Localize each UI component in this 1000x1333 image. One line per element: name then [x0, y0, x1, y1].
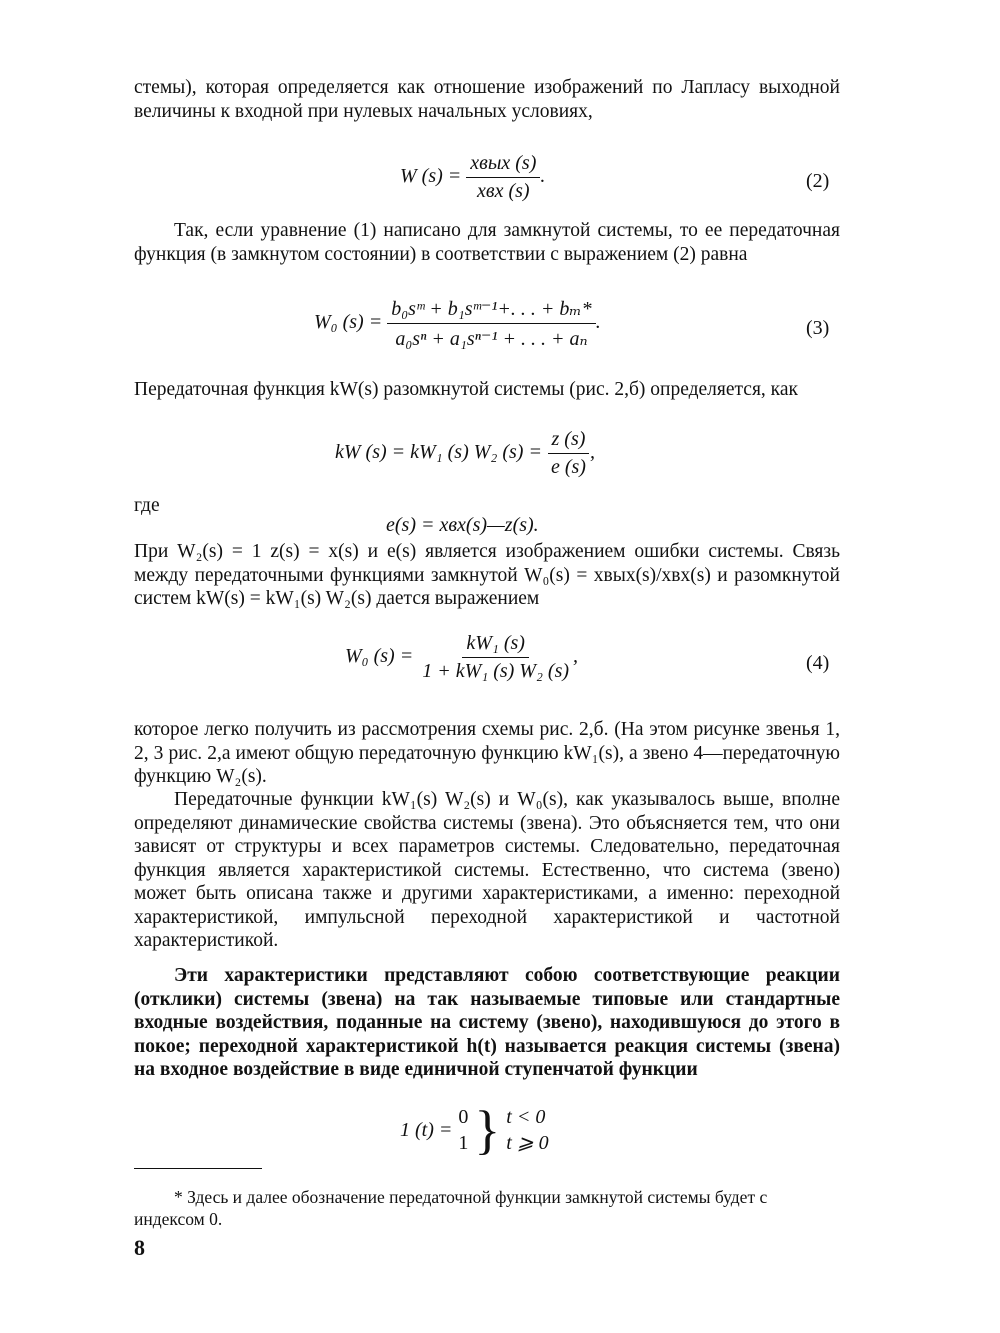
equation-3 — [314, 296, 601, 351]
paragraph-open-loop: Передаточная функция kW(s) разомкнутой системы (рис. 2,б) определяется, как — [134, 379, 798, 400]
paragraph-where: где — [134, 495, 160, 516]
equation-error: e(s) = xвх(s)—z(s). — [386, 514, 539, 536]
paragraph-error-relation: При W₂(s) = 1 z(s) = x(s) и e(s) является изображением ошибки системы. Связь между передаточными функциями замкнутой W₀(s) = xвых(s)/xвх(s) и разомкнутой систем kW(s) = kW₁(s) W₂(s) дается выражением — [134, 541, 840, 609]
eq2-lhs: W (s) = — [400, 165, 462, 188]
eq4-lhs: W₀ (s) = — [345, 645, 414, 668]
eq2-denominator: xвх (s) — [477, 180, 530, 202]
eq3-fraction — [387, 296, 595, 351]
footnote: * Здесь и далее обозначение передаточной функции замкнутой системы будет с индексом 0. — [134, 1187, 768, 1229]
paragraph-step-response: Эти характеристики представляют собою соответствующие реакции (отклики) системы (звена) на так называемые типовые или стандартные входные воздействия, поданные на систему (звено), находившуюся до этого в покое; переходной характеристикой h(t) называется реакция системы (звена) на входное воздействие в виде единичной ступенчатой функции — [134, 965, 840, 1080]
page-number: 8 — [134, 1235, 145, 1260]
eq4-tail: , — [573, 645, 579, 668]
equation-3-label: (3) — [806, 317, 830, 339]
paragraph-figure-reference: которое легко получить из рассмотрения схемы рис. 2,б. (На этом рисунке звенья 1, 2, 3 рис. 2,а имеют общую передаточную функцию kW₁(s), а звено 4—передаточную функцию W₂(s). — [134, 719, 840, 787]
eq4-denominator: 1 + kW₁ (s) W₂ (s) — [422, 660, 570, 682]
equation-2 — [400, 152, 545, 203]
step-lhs: 1 (t) = — [400, 1118, 453, 1141]
eq3-numerator: b₀sᵐ + b₁sᵐ⁻¹+. . . + bₘ* — [387, 296, 595, 324]
eq3-lhs: W₀ (s) = — [314, 311, 383, 334]
step-value-1: 1 — [458, 1132, 469, 1154]
eqk-numerator: z (s) — [548, 428, 590, 454]
eq2-numerator: xвых (s) — [466, 152, 540, 178]
eq3-denominator: a₀sⁿ + a₁sⁿ⁻¹ + . . . + aₙ — [395, 328, 588, 350]
step-value-0: 0 — [458, 1106, 469, 1128]
eqk-tail: , — [589, 441, 595, 464]
step-condition-0: t < 0 — [506, 1106, 546, 1128]
right-brace-icon: } — [474, 1100, 501, 1160]
eqk-denominator: e (s) — [550, 456, 586, 478]
eqk-fraction — [547, 428, 590, 479]
step-condition-1: t ⩾ 0 — [506, 1132, 549, 1154]
paragraph-transfer-definition: стемы), которая определяется как отношение изображений по Лапласу выходной величины к входной при нулевых начальных условиях, — [134, 77, 840, 122]
equation-open-loop — [335, 428, 595, 479]
eqk-lhs: kW (s) = kW₁ (s) W₂ (s) = — [335, 441, 542, 464]
equation-2-label: (2) — [806, 170, 830, 192]
eq2-tail: . — [540, 165, 546, 188]
eq4-fraction — [418, 632, 573, 683]
paragraph-characteristics: Передаточные функции kW₁(s) W₂(s) и W₀(s), как указывалось выше, вполне определяют динамические свойства системы (звена). Это объясняется тем, что они зависят от структуры и всех параметров системы. Следовательно, передаточная функция является характеристикой системы. Естественно, что система (звено) может быть описана также и другими характеристиками, а именно: переходной характеристикой, импульсной переходной характеристикой и частотной характеристикой. — [134, 789, 840, 951]
eq3-tail: . — [595, 311, 601, 334]
equation-4-label: (4) — [806, 652, 830, 674]
eq4-numerator: kW₁ (s) — [462, 632, 529, 658]
eq2-fraction — [466, 152, 540, 203]
equation-4 — [345, 632, 578, 683]
paragraph-closed-system: Так, если уравнение (1) написано для замкнутой системы, то ее передаточная функция (в замкнутом состоянии) в соответствии с выражением (2) равна — [134, 220, 840, 265]
equation-unit-step — [400, 1100, 549, 1160]
footnote-divider — [134, 1168, 262, 1169]
